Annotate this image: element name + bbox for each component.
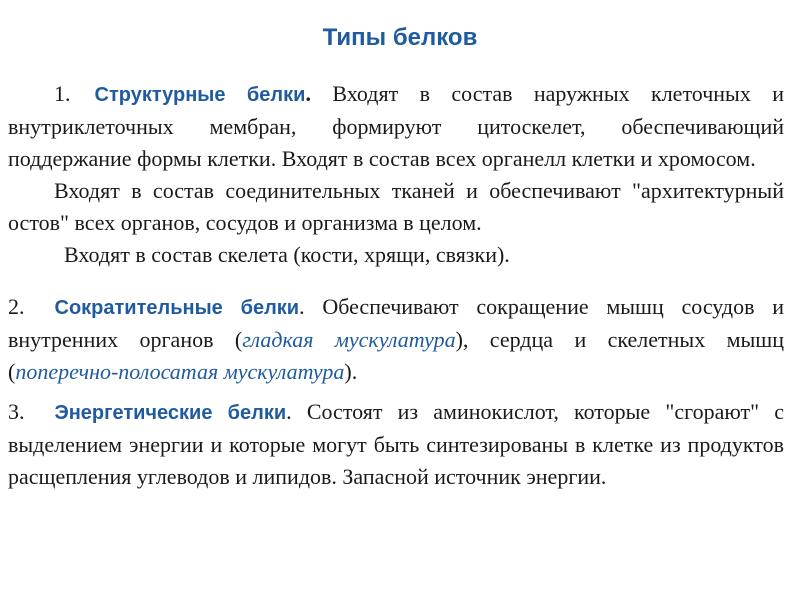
section-number: 2. bbox=[8, 294, 25, 319]
document-body bbox=[8, 78, 784, 493]
term-contractile-proteins: Сократительные белки bbox=[54, 297, 300, 319]
section-structural bbox=[8, 78, 784, 175]
term-suffix: . bbox=[305, 81, 311, 106]
term-energy-proteins: Энергетические белки bbox=[54, 402, 287, 424]
example-smooth-muscle: гладкая мускулатура bbox=[242, 327, 456, 352]
section-number: 3. bbox=[8, 399, 25, 424]
section-text: ), сердца и скелетных мышц ( bbox=[8, 327, 785, 384]
section-text: . Обеспечивают сокращение мышц сосудов и внутренних органов ( bbox=[8, 294, 785, 352]
example-striated-muscle: поперечно-полосатая мускулатура bbox=[15, 359, 345, 384]
section-number: 1. bbox=[54, 81, 71, 106]
section-energy bbox=[8, 396, 784, 493]
section-structural-extra-1: Входят в состав соединительных тканей и обеспечивают "архитектурный остов" всех органов, сосудов и организма в целом. bbox=[8, 178, 784, 235]
section-structural-extra-2: Входят в состав скелета (кости, хрящи, связки). bbox=[64, 242, 510, 267]
section-text: . Состоят из аминокислот, которые "сгорают" с выделением энергии и которые могут быть синтезированы в клетке из продуктов расщепления углеводов и липидов. Запасной источник энергии. bbox=[8, 399, 785, 489]
section-contractile bbox=[8, 291, 784, 388]
page-title: Типы белков bbox=[322, 24, 478, 51]
term-structural-proteins: Структурные белки bbox=[94, 84, 306, 106]
section-text: Входят в состав наружных клеточных и внутриклеточных мембран, формируют цитоскелет, обеспечивающий поддержание формы клетки. Входят в состав всех органелл клетки и хромосом. bbox=[8, 81, 784, 171]
section-text: ). bbox=[344, 359, 358, 384]
